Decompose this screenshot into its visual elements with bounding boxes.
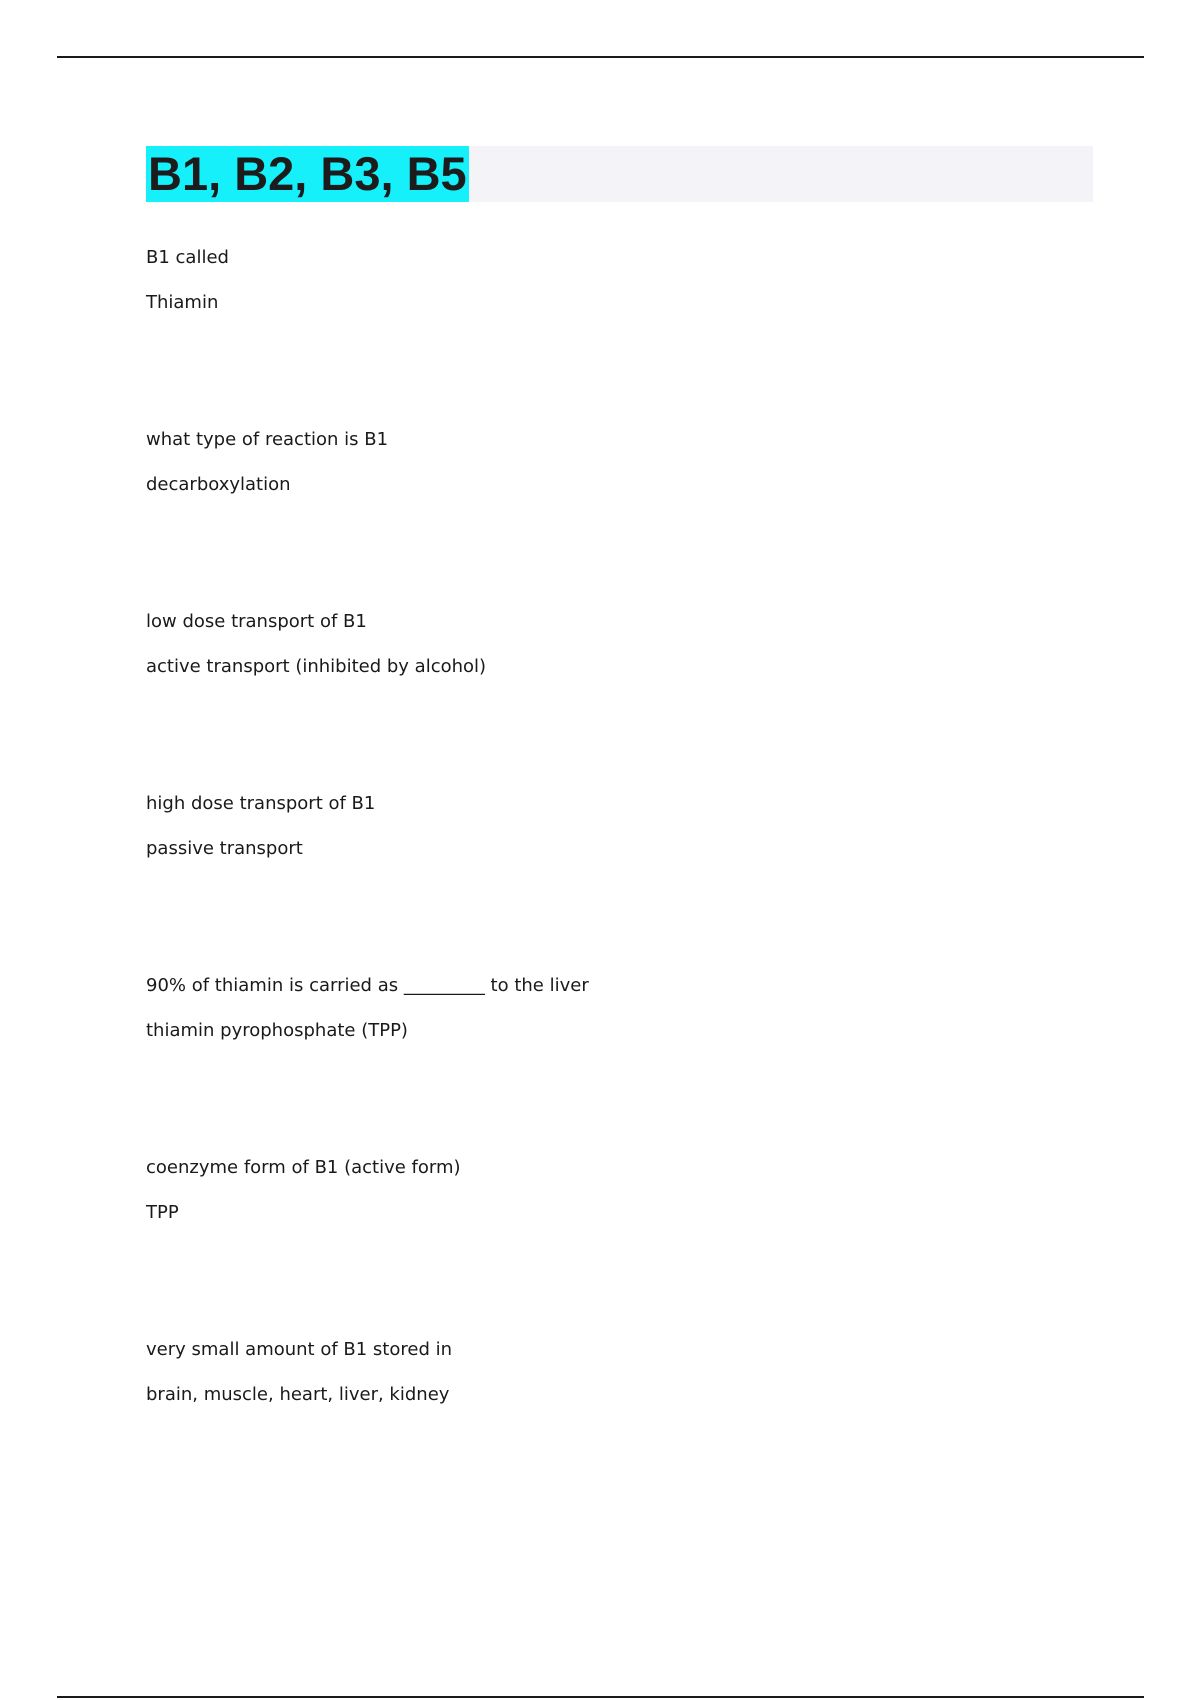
flashcard-term: very small amount of B1 stored in bbox=[146, 1339, 453, 1360]
flashcard-definition: passive transport bbox=[146, 838, 303, 859]
flashcard-definition: TPP bbox=[146, 1202, 179, 1223]
flashcard bbox=[146, 974, 1096, 1156]
flashcard-term: what type of reaction is B1 bbox=[146, 429, 389, 450]
flashcard-definition: decarboxylation bbox=[146, 474, 291, 495]
flashcard-definition: Thiamin bbox=[146, 292, 219, 313]
flashcard-definition: brain, muscle, heart, liver, kidney bbox=[146, 1384, 450, 1405]
flashcard bbox=[146, 610, 1096, 792]
flashcard bbox=[146, 246, 1096, 428]
flashcard-list bbox=[146, 246, 1096, 1520]
flashcard bbox=[146, 428, 1096, 610]
flashcard-term: B1 called bbox=[146, 247, 229, 268]
flashcard-definition: active transport (inhibited by alcohol) bbox=[146, 656, 487, 677]
flashcard bbox=[146, 792, 1096, 974]
flashcard-term: 90% of thiamin is carried as _________ to the liver bbox=[146, 975, 589, 996]
flashcard bbox=[146, 1156, 1096, 1338]
footer-rule bbox=[57, 1696, 1144, 1698]
flashcard-definition: thiamin pyrophosphate (TPP) bbox=[146, 1020, 408, 1041]
page-title: B1, B2, B3, B5 bbox=[148, 147, 467, 200]
flashcard bbox=[146, 1338, 1096, 1520]
header-rule bbox=[57, 56, 1144, 58]
flashcard-term: high dose transport of B1 bbox=[146, 793, 376, 814]
flashcard-term: low dose transport of B1 bbox=[146, 611, 367, 632]
flashcard-term: coenzyme form of B1 (active form) bbox=[146, 1157, 461, 1178]
